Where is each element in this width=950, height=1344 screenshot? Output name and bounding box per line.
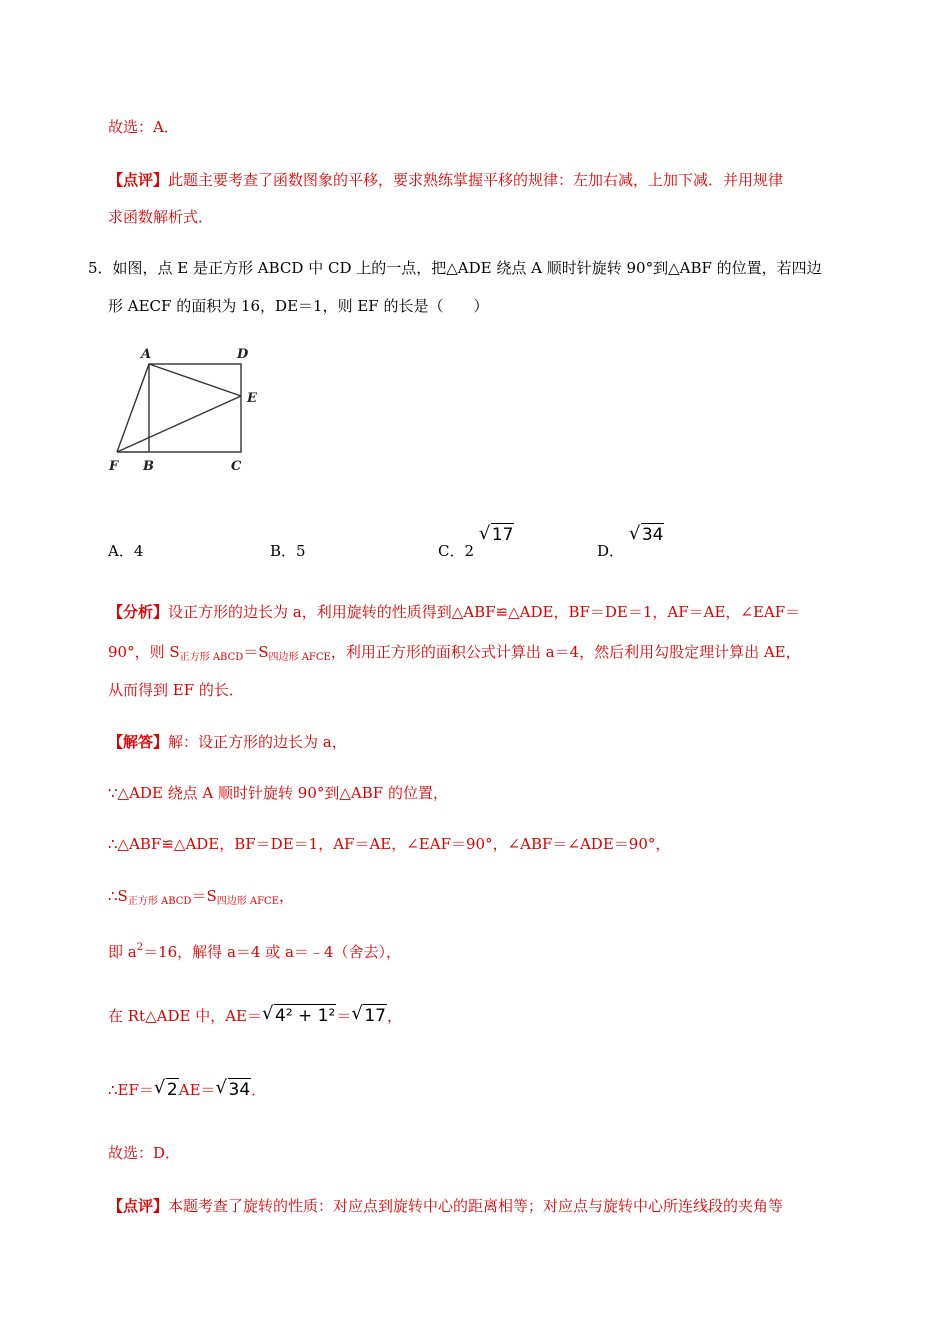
solution-sub-2: 四边形 AFCE: [216, 896, 280, 907]
option-c-prefix: C．2: [438, 542, 475, 560]
analysis-text-2a: 90°，则 S: [108, 643, 180, 661]
option-d-sqrt: √ 34: [628, 523, 664, 545]
option-d-radicand: 34: [641, 525, 664, 545]
segment-fe: [117, 396, 241, 452]
analysis-tag: 【分析】: [108, 603, 169, 621]
option-b: B．5: [270, 542, 306, 560]
solution-text-6c: ，: [386, 1007, 402, 1025]
analysis-line-1: [108, 602, 800, 622]
solution-line-6: [108, 1003, 402, 1026]
solution-text-7b: AE＝: [178, 1081, 216, 1099]
solution-text-4b: ＝S: [191, 887, 217, 905]
option-a: A．4: [108, 542, 144, 560]
solution-text-6b: ＝: [336, 1007, 352, 1025]
solution-radicand-2: 17: [364, 1006, 386, 1026]
solution-text-4c: ，: [279, 887, 295, 905]
solution-line-5: [108, 938, 401, 962]
solution-line-2: ∵△ADE 绕点 A 顺时针旋转 90°到△ABF 的位置，: [108, 784, 448, 802]
comment-2-tag: 【点评】: [108, 1197, 169, 1215]
label-c: C: [231, 459, 242, 474]
solution-sqrt-1: √ 4² + 1²: [262, 1003, 336, 1026]
solution-radicand-1: 4² + 1²: [275, 1006, 336, 1026]
solution-text-7c: ．: [251, 1081, 267, 1099]
solution-text-6a: 在 Rt△ADE 中，AE＝: [108, 1007, 262, 1025]
label-d: D: [237, 347, 249, 362]
comment-1-line-2: 求函数解析式．: [108, 208, 214, 226]
question-5-line-2: 形 AECF 的面积为 16，DE＝1，则 EF 的长是（ ）: [108, 297, 489, 315]
option-d: [597, 523, 664, 561]
analysis-text-2b: ＝S: [243, 643, 269, 661]
analysis-line-3: 从而得到 EF 的长．: [108, 681, 244, 699]
solution-text-5a: 即 a: [108, 943, 137, 961]
comment-2-text-1: 本题考查了旋转的性质：对应点到旋转中心的距离相等；对应点与旋转中心所连线段的夹角等: [168, 1197, 784, 1215]
solution-tag: 【解答】: [108, 733, 169, 751]
analysis-text-2c: ，利用正方形的面积公式计算出 a＝4，然后利用勾股定理计算出 AE，: [330, 643, 801, 661]
solution-radicand-3: 2: [166, 1080, 178, 1100]
solution-sub-1: 正方形 ABCD: [127, 896, 192, 907]
answer-line-1: 故选：A．: [108, 118, 179, 136]
geometry-diagram: [105, 340, 275, 480]
solution-text-1: 解：设正方形的边长为 a，: [168, 733, 347, 751]
comment-1-line-1: [108, 170, 783, 190]
solution-line-7: [108, 1077, 267, 1100]
analysis-text-1: 设正方形的边长为 a，利用旋转的性质得到△ABF≌△ADE，BF＝DE＝1，AF＝AE，∠EAF＝: [168, 603, 801, 621]
solution-sqrt-4: √ 34: [215, 1077, 251, 1100]
label-a: A: [141, 347, 152, 362]
analysis-sub-2: 四边形 AFCE: [268, 652, 331, 663]
analysis-line-2: [108, 642, 801, 668]
solution-text-5b: ＝16，解得 a＝4 或 a＝﹣4（舍去），: [143, 943, 401, 961]
square-abcd: [149, 364, 241, 452]
solution-sup: 2: [136, 942, 144, 953]
comment-1-tag: 【点评】: [108, 171, 169, 189]
option-c: [438, 523, 514, 561]
solution-radicand-4: 34: [228, 1080, 251, 1100]
segment-ae: [149, 364, 241, 396]
solution-line-4: [108, 886, 294, 912]
label-f: F: [109, 459, 119, 474]
segment-af: [117, 364, 149, 452]
solution-line-1: [108, 732, 347, 752]
solution-line-3: ∴△ABF≌△ADE，BF＝DE＝1，AF＝AE，∠EAF＝90°，∠ABF＝∠ADE＝90°，: [108, 835, 671, 853]
solution-text-4a: ∴S: [108, 887, 128, 905]
comment-1-text-1: 此题主要考查了函数图象的平移，要求熟练掌握平移的规律：左加右减，上加下减．并用规律: [168, 171, 784, 189]
solution-sqrt-2: √ 17: [351, 1003, 386, 1026]
comment-2-line-1: [108, 1196, 783, 1216]
question-5-line-1: 5．如图，点 E 是正方形 ABCD 中 CD 上的一点，把△ADE 绕点 A 顺时针旋转 90°到△ABF 的位置，若四边: [88, 259, 822, 277]
answer-line-2: 故选：D．: [108, 1144, 181, 1162]
analysis-sub-1: 正方形 ABCD: [179, 652, 244, 663]
label-e: E: [247, 391, 257, 406]
solution-sqrt-3: √ 2: [153, 1077, 178, 1100]
option-c-sqrt: √ 17: [478, 523, 514, 545]
label-b: B: [143, 459, 154, 474]
option-c-radicand: 17: [491, 525, 514, 545]
solution-text-7a: ∴EF＝: [108, 1081, 154, 1099]
option-d-prefix: D．: [597, 542, 625, 560]
